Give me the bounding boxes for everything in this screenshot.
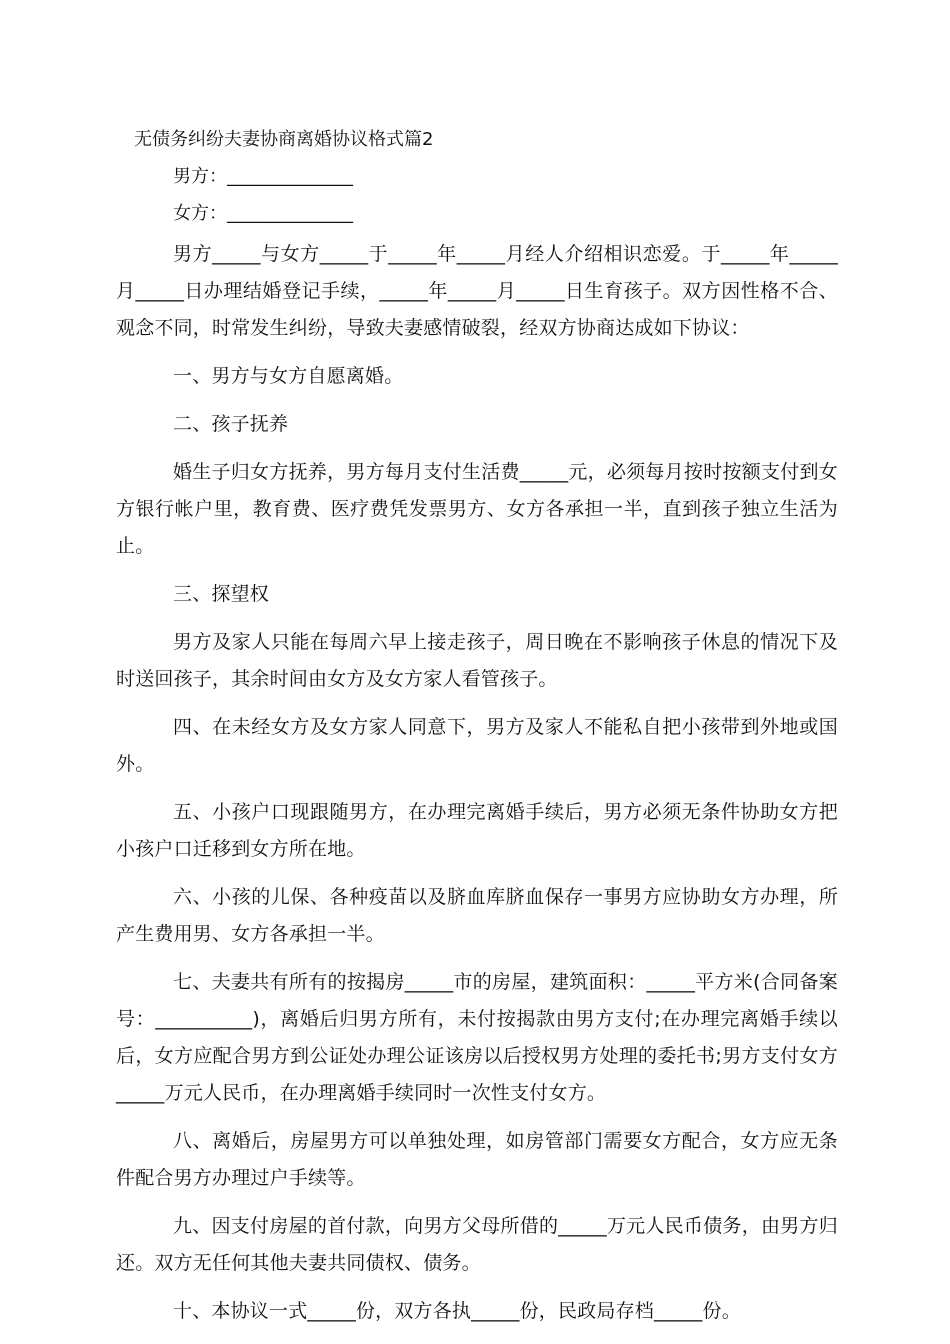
paragraph-visitation: 男方及家人只能在每周六早上接走孩子，周日晚在不影响孩子休息的情况下及时送回孩子，其余时间由女方及女方家人看管孩子。 xyxy=(116,631,838,690)
woman-field: 女方：______________ xyxy=(173,203,353,224)
paragraph-clause-7: 七、夫妻共有所有的按揭房_____市的房屋，建筑面积：_____平方米(合同备案号：__________)，离婚后归男方所有，未付按揭款由男方支付;在办理完离婚手续以后，女方应配合男方到公证处办理公证该房以后授权男方处理的委托书;男方支付女方_____万元人民币，在办理离婚手续同时一次性支付女方。 xyxy=(116,971,838,1104)
heading-visitation: 三、探望权 xyxy=(173,583,270,605)
paragraph-clause-8: 八、离婚后，房屋男方可以单独处理，如房管部门需要女方配合，女方应无条件配合男方办理过户手续等。 xyxy=(116,1130,838,1189)
paragraph-clause-10: 十、本协议一式_____份，双方各执_____份，民政局存档_____份。 xyxy=(173,1300,741,1322)
document-title: 无债务纠纷夫妻协商离婚协议格式篇2 xyxy=(134,129,434,150)
paragraph-clause-9: 九、因支付房屋的首付款，向男方父母所借的_____万元人民币债务，由男方归还。双方无任何其他夫妻共同债权、债务。 xyxy=(116,1215,838,1274)
paragraph-clause-6: 六、小孩的儿保、各种疫苗以及脐血库脐血保存一事男方应协助女方办理，所产生费用男、女方各承担一半。 xyxy=(116,886,838,945)
paragraph-clause-1: 一、男方与女方自愿离婚。 xyxy=(173,365,404,387)
agreement-body xyxy=(116,236,838,1341)
man-field: 男方：______________ xyxy=(173,166,353,187)
heading-child-custody: 二、孩子抚养 xyxy=(173,413,289,435)
paragraph-clause-4: 四、在未经女方及女方家人同意下，男方及家人不能私自把小孩带到外地或国外。 xyxy=(116,716,838,775)
paragraph-child-custody: 婚生子归女方抚养，男方每月支付生活费_____元，必须每月按时按额支付到女方银行帐户里，教育费、医疗费凭发票男方、女方各承担一半，直到孩子独立生活为止。 xyxy=(116,461,838,557)
paragraph-intro: 男方_____与女方_____于_____年_____月经人介绍相识恋爱。于_____年_____月_____日办理结婚登记手续，_____年_____月_____日生育孩子。双方因性格不合、观念不同，时常发生纠纷，导致夫妻感情破裂，经双方协商达成如下协议： xyxy=(116,243,838,339)
paragraph-clause-5: 五、小孩户口现跟随男方，在办理完离婚手续后，男方必须无条件协助女方把小孩户口迁移到女方所在地。 xyxy=(116,801,838,860)
